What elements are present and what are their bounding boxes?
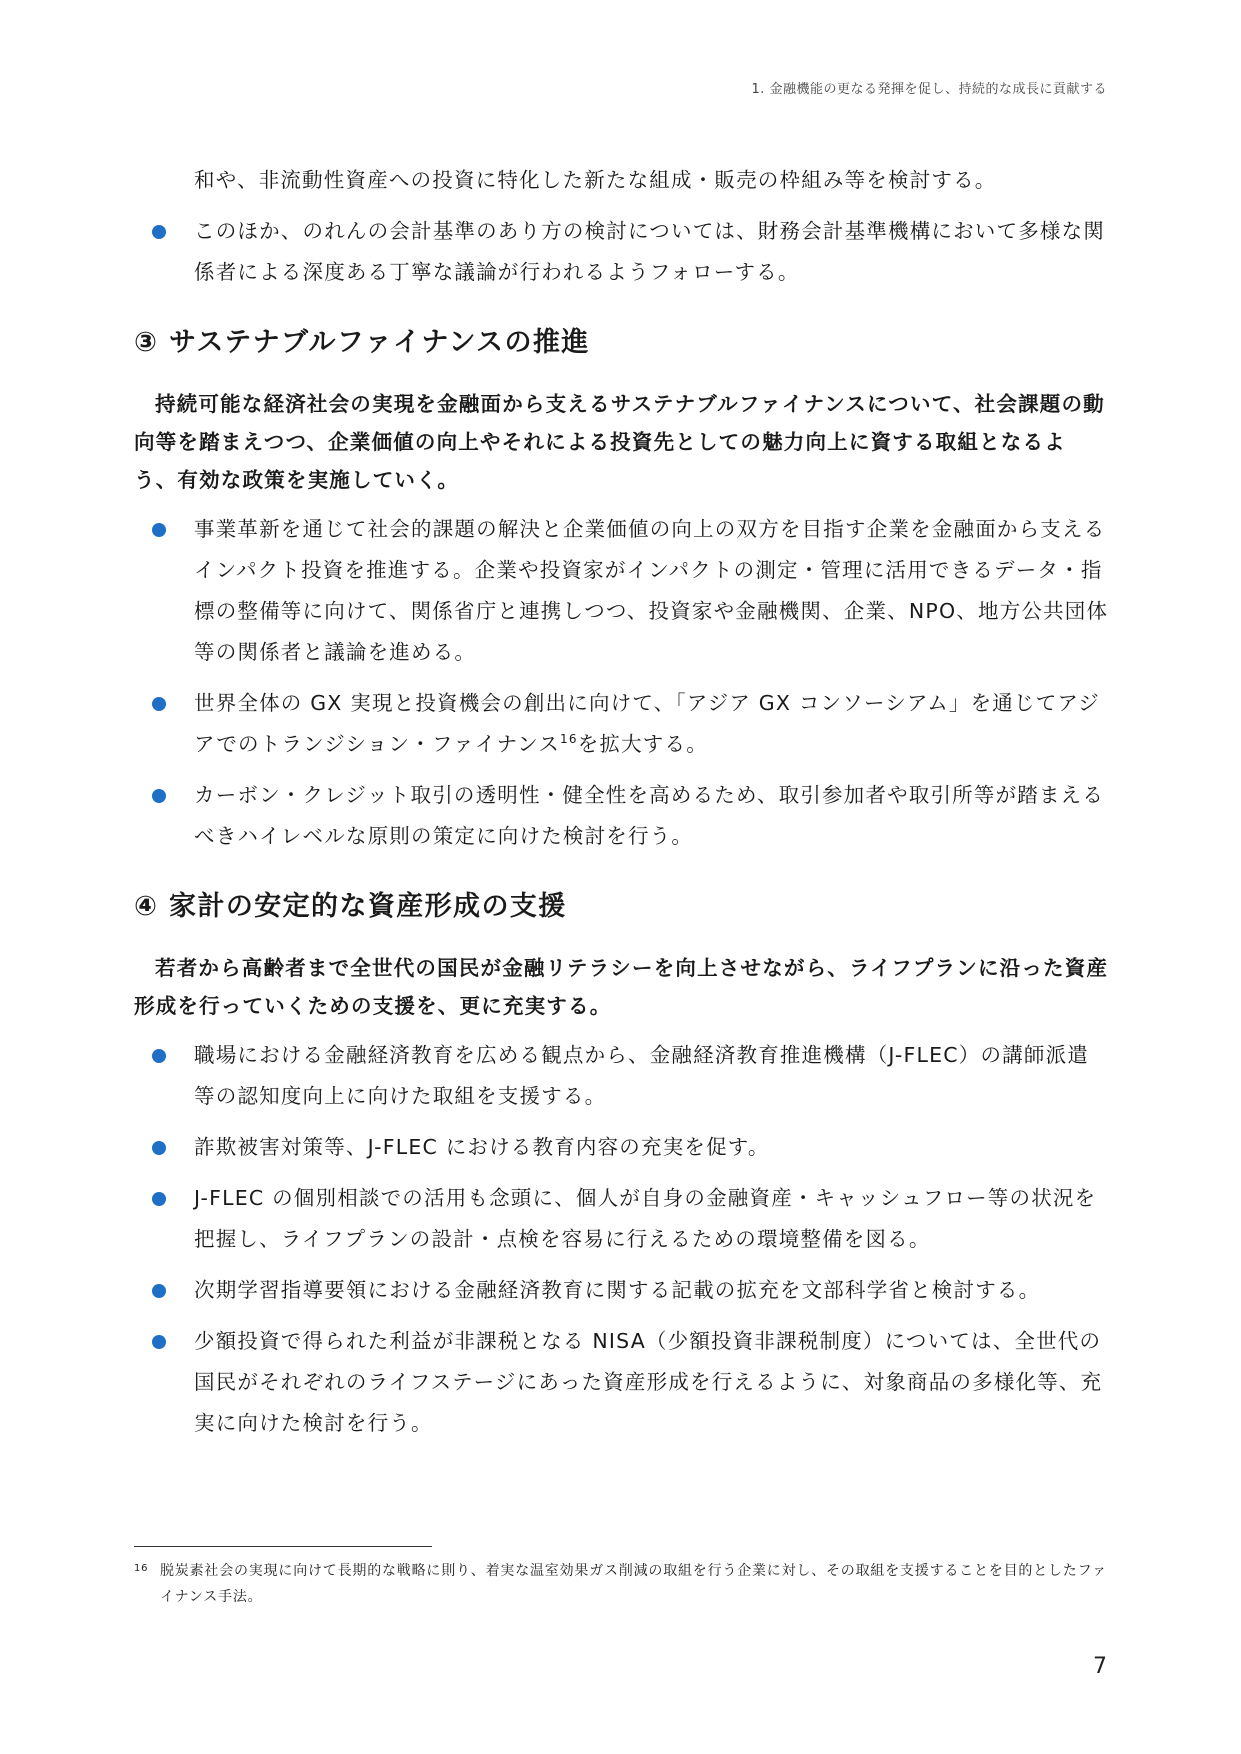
- list-item: [134, 775, 1109, 857]
- section-heading-3: ③ サステナブルファイナンスの推進: [134, 327, 590, 358]
- footnote-ref[interactable]: 16: [560, 732, 578, 747]
- running-header: 1. 金融機能の更なる発揮を促し、持続的な成長に貢献する: [751, 82, 1107, 97]
- list-item: [134, 509, 1109, 673]
- list-item: [134, 1178, 1109, 1260]
- footnote: [134, 1558, 1109, 1610]
- list-item-text: 事業革新を通じて社会的課題の解決と企業価値の向上の双方を目指す企業を金融面から支えるインパクト投資を推進する。企業や投資家がインパクトの測定・管理に活用できるデータ・指標の整備等に向けて、関係省庁と連携しつつ、投資家や金融機関、企業、NPO、地方公共団体等の関係者と議論を進める。: [194, 517, 1109, 664]
- list-item-text: このほか、のれんの会計基準のあり方の検討については、財務会計基準機構において多様な関係者による深度ある丁寧な議論が行われるようフォローする。: [194, 219, 1105, 284]
- list-item: [134, 211, 1109, 293]
- page-number: 7: [1093, 1654, 1107, 1679]
- footnote-divider: [134, 1546, 432, 1547]
- list-item: [134, 1270, 1109, 1311]
- list-item: [134, 683, 1109, 765]
- section-lead-3: 持続可能な経済社会の実現を金融面から支えるサステナブルファイナンスについて、社会課題の動向等を踏まえつつ、企業価値の向上やそれによる投資先としての魅力向上に資する取組となるよう、有効な政策を実施していく。: [134, 392, 1105, 492]
- list-item-text: 次期学習指導要領における金融経済教育に関する記載の拡充を文部科学省と検討する。: [194, 1278, 1041, 1302]
- list-item: [134, 1035, 1109, 1117]
- list-item-text: 少額投資で得られた利益が非課税となる NISA（少額投資非課税制度）については、全世代の国民がそれぞれのライフステージにあった資産形成を行えるように、対象商品の多様化等、充実に向けた検討を行う。: [194, 1329, 1103, 1435]
- list-item-text: 詐欺被害対策等、J-FLEC における教育内容の充実を促す。: [194, 1135, 770, 1159]
- main-content: [134, 160, 1109, 1444]
- list-item-text: 職場における金融経済教育を広める観点から、金融経済教育推進機構（J-FLEC）の講師派遣等の認知度向上に向けた取組を支援する。: [194, 1043, 1089, 1108]
- continuation-text: 和や、非流動性資産への投資に特化した新たな組成・販売の枠組み等を検討する。: [194, 168, 997, 192]
- list-item: [134, 1127, 1109, 1168]
- section-heading-4: ④ 家計の安定的な資産形成の支援: [134, 891, 567, 922]
- bullet-icon: [152, 1141, 166, 1155]
- bullet-icon: [152, 697, 166, 711]
- list-item-text: 世界全体の GX 実現と投資機会の創出に向けて、「アジア GX コンソーシアム」を通じてアジアでのトランジション・ファイナンス: [194, 691, 1100, 756]
- bullet-icon: [152, 1049, 166, 1063]
- list-item-text: カーボン・クレジット取引の透明性・健全性を高めるため、取引参加者や取引所等が踏まえるべきハイレベルな原則の策定に向けた検討を行う。: [194, 783, 1105, 848]
- list-item-text: J-FLEC の個別相談での活用も念頭に、個人が自身の金融資産・キャッシュフロー等の状況を把握し、ライフプランの設計・点検を容易に行えるための環境整備を図る。: [194, 1186, 1097, 1251]
- list-item: [134, 1321, 1109, 1444]
- footnote-text: 脱炭素社会の実現に向けて長期的な戦略に則り、着実な温室効果ガス削減の取組を行う企業に対し、その取組を支援することを目的としたファイナンス手法。: [160, 1563, 1107, 1605]
- bullet-icon: [152, 523, 166, 537]
- footnote-number: 16: [134, 1563, 149, 1574]
- list-item-text-tail: を拡大する。: [577, 732, 708, 756]
- bullet-icon: [152, 1192, 166, 1206]
- section-lead-4: 若者から高齢者まで全世代の国民が金融リテラシーを向上させながら、ライフプランに沿った資産形成を行っていくための支援を、更に充実する。: [134, 956, 1109, 1018]
- bullet-icon: [152, 1335, 166, 1349]
- bullet-icon: [152, 789, 166, 803]
- bullet-icon: [152, 225, 166, 239]
- bullet-icon: [152, 1284, 166, 1298]
